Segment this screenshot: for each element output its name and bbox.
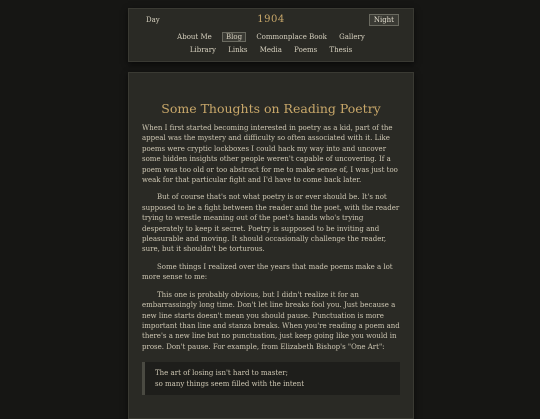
poem-line: The art of losing isn't hard to master; bbox=[155, 369, 288, 378]
post-body bbox=[129, 123, 413, 395]
site-header bbox=[128, 8, 414, 62]
nav-item-gallery[interactable]: Gallery bbox=[339, 33, 365, 41]
nav-item-thesis[interactable]: Thesis bbox=[329, 46, 353, 54]
nav-item-commonplace-book[interactable]: Commonplace Book bbox=[256, 33, 327, 41]
nav-item-links[interactable]: Links bbox=[228, 46, 248, 54]
nav-item-poems[interactable]: Poems bbox=[294, 46, 318, 54]
nav-item-media[interactable]: Media bbox=[259, 46, 282, 54]
night-mode-toggle[interactable]: Night bbox=[369, 14, 399, 26]
nav-item-about-me[interactable]: About Me bbox=[177, 33, 212, 41]
post-title: Some Thoughts on Reading Poetry bbox=[161, 101, 381, 116]
post-paragraph: Some things I realized over the years that made poems make a lot more sense to me: bbox=[142, 262, 393, 282]
post-paragraph: When I first started becoming interested in poetry as a kid, part of the appeal was the mystery and difficulty so often associated with it. Like poems were cryptic lockboxes I could hack my way into and uncover some hidden insights other people weren't capable of uncovering. If a poem was too old or too abstract for me to make sense of, I was just too weak for that particular fight and I'd have to come back later. bbox=[142, 124, 398, 185]
poem-blockquote bbox=[142, 362, 400, 395]
day-mode-toggle[interactable]: Day bbox=[146, 16, 160, 24]
nav-item-blog[interactable]: Blog bbox=[222, 32, 246, 42]
nav-row-secondary bbox=[129, 46, 413, 54]
post-paragraph: This one is probably obvious, but I didn't realize it for an embarrassingly long time. Don't let line breaks fool you. Just because a new line starts doesn't mean you should pause. Punctuation is more important than line and stanza breaks. When you're reading a poem and there's a new line but no punctuation, just keep going like you would in prose. Don't pause. For example, from Elizabeth Bishop's "One Art": bbox=[142, 290, 400, 351]
site-title[interactable]: 1904 bbox=[257, 14, 285, 25]
post-paragraph: But of course that's not what poetry is or ever should be. It's not supposed to be a fight between the reader and the poet, with the reader trying to wrestle meaning out of the poet's hands who's trying desperately to keep it secret. Poetry is supposed to be inviting and pleasurable and moving. It should occasionally challenge the reader, sure, but it shouldn't be torturous. bbox=[142, 193, 400, 254]
nav-item-library[interactable]: Library bbox=[189, 46, 217, 54]
nav-row-primary bbox=[129, 32, 413, 42]
blog-post bbox=[128, 72, 414, 419]
poem-line: so many things seem filled with the intent bbox=[155, 379, 305, 388]
